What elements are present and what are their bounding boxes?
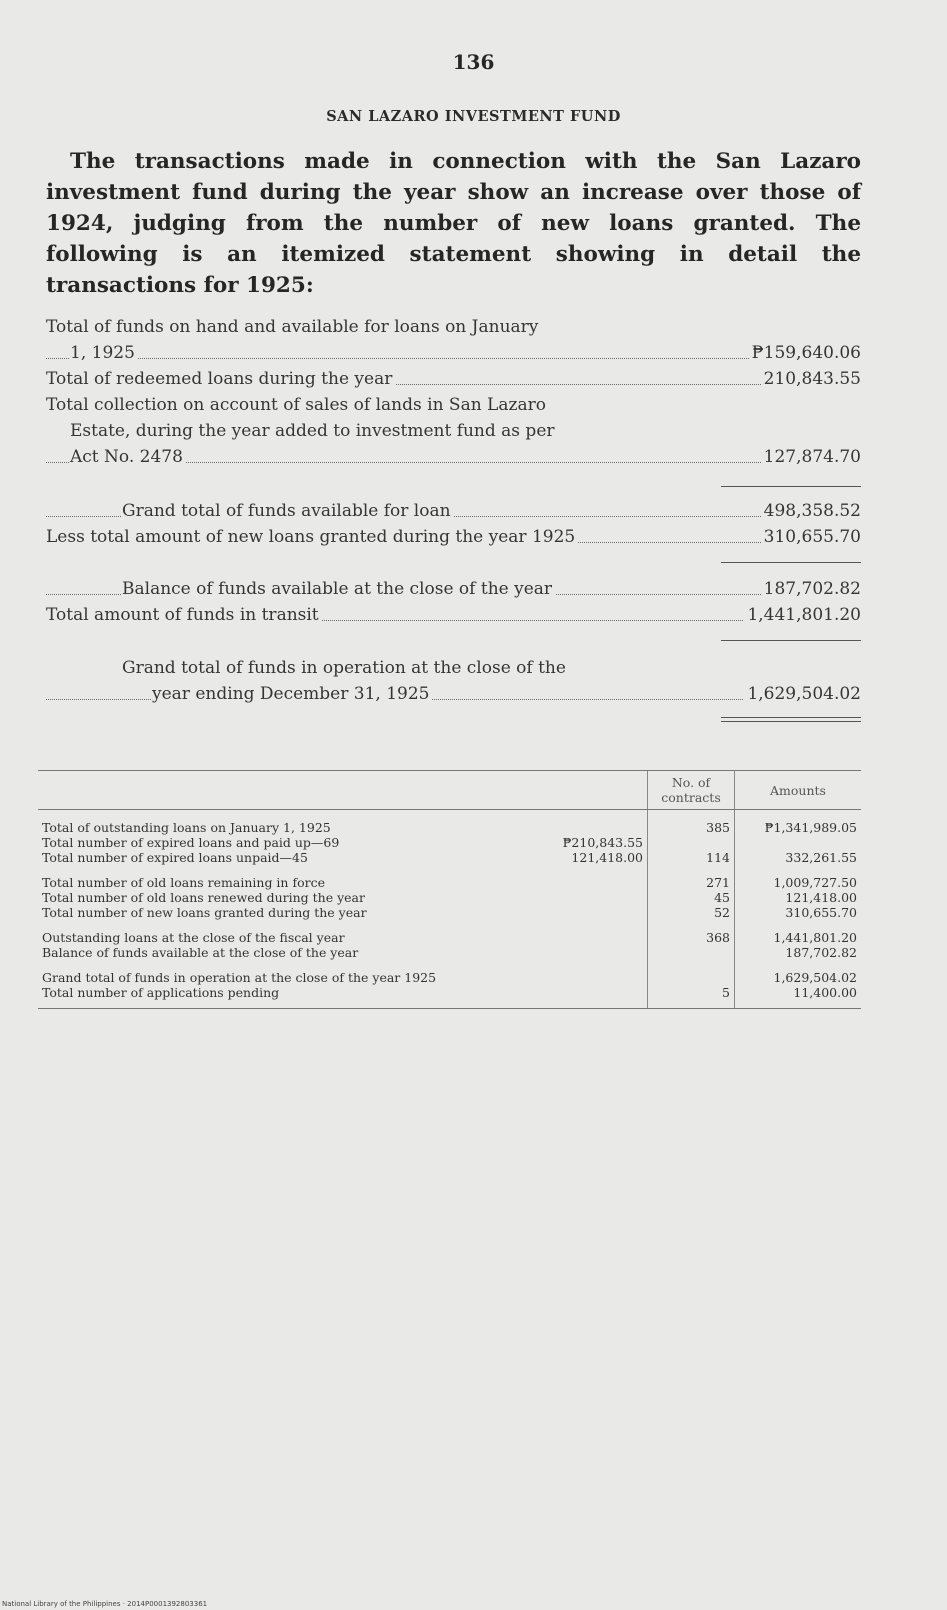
section-heading: SAN LAZARO INVESTMENT FUND	[326, 108, 621, 125]
statement-amount: 310,655.70	[761, 524, 861, 550]
funds-statement	[46, 314, 861, 470]
row-contracts: 385	[648, 820, 735, 835]
row-amount: 310,655.70	[785, 905, 857, 920]
row-amount: 332,261.55	[785, 850, 857, 865]
statement-amount: 498,358.52	[761, 498, 861, 524]
row-label: Total number of new loans granted during the year	[42, 905, 367, 920]
intro-paragraph: The transactions made in connection with the San Lazaro investment fund during the year show an increase over those of 1924, judging from the number of new loans granted. The following is an itemized statement showing in detail the transactions for 1925:	[46, 149, 861, 298]
statement-label: Total of redeemed loans during the year	[46, 366, 395, 392]
row-contracts: 271	[648, 875, 735, 890]
header-description	[38, 771, 648, 810]
statement-label: Less total amount of new loans granted during the year 1925	[46, 524, 578, 550]
statement-amount: 127,874.70	[761, 444, 861, 470]
statement-line	[46, 444, 861, 470]
row-amount: 121,418.00	[785, 890, 857, 905]
row-amount: ₱1,341,989.05	[764, 820, 857, 835]
row-amount: 1,009,727.50	[773, 875, 857, 890]
sum-rule	[721, 640, 861, 641]
scan-footer: National Library of the Philippines · 2014P0001392803361	[2, 1600, 208, 1608]
row-contracts: 52	[648, 905, 735, 920]
statement-label: year ending December 31, 1925	[152, 681, 432, 707]
table-row	[38, 945, 861, 960]
sum-rule	[721, 486, 861, 487]
row-contracts	[648, 835, 735, 850]
statement-line	[46, 602, 861, 628]
page-number: 136	[452, 50, 495, 74]
row-label: Total number of expired loans unpaid—45 121,418.00	[42, 850, 643, 865]
sum-rule	[721, 562, 861, 563]
header-contracts: No. of contracts	[648, 771, 735, 810]
statement-label: Grand total of funds available for loan	[122, 498, 454, 524]
row-label: Total number of old loans remaining in force	[42, 875, 325, 890]
statement-amount: 210,843.55	[761, 366, 861, 392]
table-row	[38, 970, 861, 985]
statement-label: Total collection on account of sales of lands in San Lazaro	[46, 392, 549, 418]
statement-amount: ₱159,640.06	[749, 340, 861, 366]
statement-line	[46, 340, 861, 366]
statement-amount: 187,702.82	[761, 576, 861, 602]
row-contracts: 5	[648, 985, 735, 1009]
double-rule	[721, 717, 861, 718]
row-label: Total of outstanding loans on January 1, 1925	[42, 820, 331, 835]
row-amount: 11,400.00	[735, 985, 862, 1009]
table-header-row	[38, 771, 861, 810]
statement-line	[46, 498, 861, 524]
funds-statement-balance	[46, 576, 861, 628]
row-amount: 1,441,801.20	[773, 930, 857, 945]
statement-label: 1, 1925	[70, 340, 138, 366]
table-row	[38, 985, 861, 1009]
statement-amount: 1,629,504.02	[744, 681, 861, 707]
table-row	[38, 930, 861, 945]
table-row	[38, 820, 861, 835]
statement-label: Balance of funds available at the close of the year	[122, 576, 555, 602]
statement-line	[46, 576, 861, 602]
row-amount: 187,702.82	[785, 945, 857, 960]
row-contracts: 368	[648, 930, 735, 945]
row-label: Balance of funds available at the close of the year	[42, 945, 359, 960]
row-label: Total number of old loans renewed during the year	[42, 890, 365, 905]
statement-line	[46, 314, 861, 340]
statement-line	[46, 366, 861, 392]
statement-label: Act No. 2478	[70, 444, 186, 470]
table-row	[38, 835, 861, 850]
row-contracts: 114	[648, 850, 735, 865]
row-label: Total number of applications pending	[38, 985, 648, 1009]
row-label: Outstanding loans at the close of the fiscal year	[42, 930, 345, 945]
funds-statement-grand-total	[46, 655, 861, 707]
double-rule	[721, 721, 861, 722]
row-amount: 1,629,504.02	[773, 970, 857, 985]
statement-label: Total of funds on hand and available for loans on January	[46, 314, 541, 340]
statement-line	[46, 418, 861, 444]
statement-line	[46, 681, 861, 707]
row-label: Grand total of funds in operation at the close of the year 1925	[42, 970, 437, 985]
loans-table	[38, 770, 861, 1009]
statement-amount: 1,441,801.20	[744, 602, 861, 628]
statement-label: Total amount of funds in transit	[46, 602, 322, 628]
row-label: Total number of expired loans and paid up—69 ₱210,843.55	[42, 835, 643, 850]
table-row	[38, 890, 861, 905]
row-contracts: 45	[648, 890, 735, 905]
statement-label: Grand total of funds in operation at the close of the	[122, 655, 569, 681]
funds-statement-totals	[46, 498, 861, 550]
table-row	[38, 875, 861, 890]
statement-line	[46, 655, 861, 681]
statement-label: Estate, during the year added to investment fund as per	[70, 418, 558, 444]
statement-line	[46, 392, 861, 418]
header-amounts: Amounts	[735, 771, 862, 810]
statement-line	[46, 524, 861, 550]
table-row	[38, 905, 861, 920]
row-contracts	[648, 945, 735, 960]
row-amount	[735, 835, 862, 850]
table-row	[38, 850, 861, 865]
row-contracts	[648, 970, 735, 985]
